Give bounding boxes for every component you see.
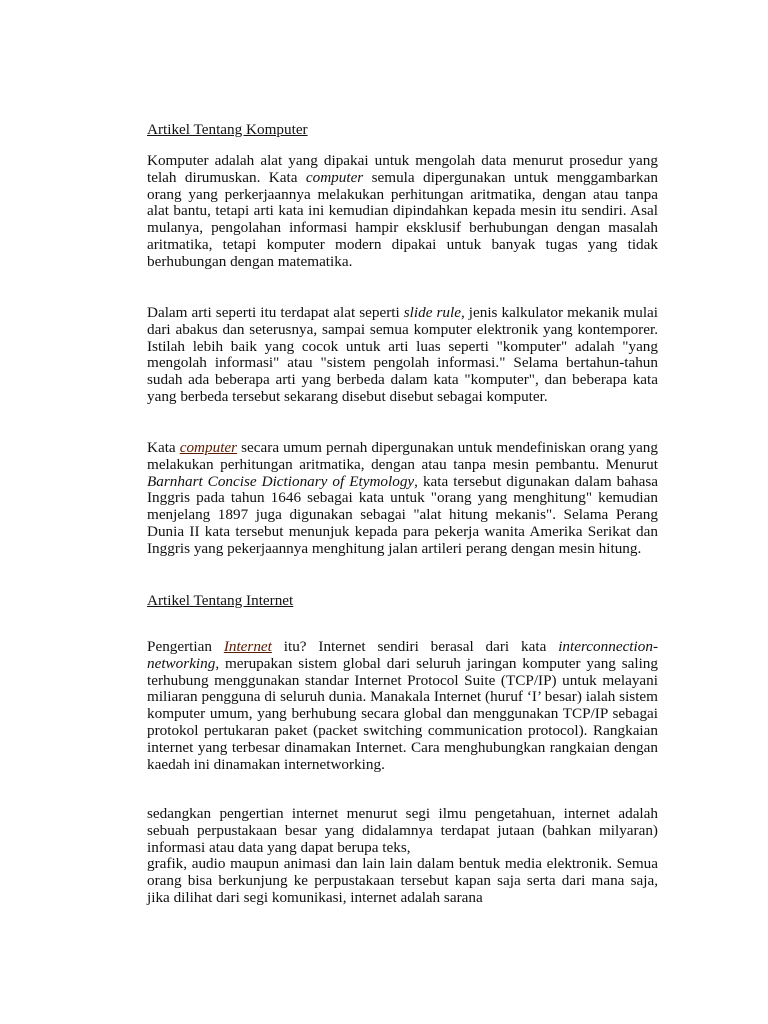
text-run: , merupakan sistem global dari seluruh jaringan komputer yang saling terhubung menggunakan standar Internet Protocol Suite (TCP/IP) untuk melayani miliaran pengguna di seluruh dunia. Manakala Internet (huruf ‘I’ besar) ialah sistem komputer umum, yang berhubung secara global dan menggunakan TCP/IP sebagai protokol pertukaran paket (packet switching communication protocol). Rangkaian internet yang terbesar dinamakan Internet. Cara menghubungkan rangkaian dengan kaedah ini dinamakan internetworking. [147, 654, 658, 773]
paragraph-slide-rule [147, 305, 658, 406]
paragraph-komputer-definition [147, 153, 658, 271]
text-run: , jenis kalkulator mekanik mulai dari abakus dan seterusnya, sampai semua komputer elektronik yang kontemporer. Istilah lebih baik yang cocok untuk arti luas seperti "komputer" adalah "yang mengolah informasi" atau "sistem pengolah informasi." Selama bertahun-tahun sudah ada beberapa arti yang berbeda dalam kata "komputer", dan beberapa kata yang berbeda tersebut sekarang disebut disebut sebagai komputer. [147, 304, 659, 405]
article-title-internet: Artikel Tentang Internet [147, 592, 294, 609]
link-computer[interactable]: computer [179, 439, 238, 456]
link-internet[interactable]: Internet [223, 638, 272, 655]
paragraph-internet-knowledge [147, 806, 658, 856]
text-run: itu? Internet sendiri berasal dari kata [271, 638, 559, 655]
text-run: grafik, audio maupun animasi dan lain lain dalam bentuk media elektronik. Semua orang bisa berkunjung ke perpustakaan tersebut kapan saja serta dari mana saja, jika dilihat dari segi komunikasi, internet adalah sarana [147, 855, 658, 906]
text-run: semula dipergunakan untuk menggambarkan orang yang perkerjaannya melakukan perhitungan aritmatika, dengan atau tanpa alat bantu, tetapi arti kata ini kemudian dipindahkan kepada mesin itu sendiri. Asal mulanya, pengolahan informasi hampir eksklusif berhubungan dengan masalah aritmatika, tetapi komputer modern dipakai untuk banyak tugas yang tidak berhubungan dengan matematika. [147, 168, 658, 270]
text-run: sedangkan pengertian internet menurut segi ilmu pengetahuan, internet adalah sebuah perpustakaan besar yang didalamnya terdapat jutaan (bahkan milyaran) informasi atau data yang dapat berupa teks, [147, 805, 658, 856]
italic-term-computer: computer [305, 168, 364, 186]
text-run: Pengertian [147, 638, 224, 655]
article-title-komputer: Artikel Tentang Komputer [147, 121, 308, 138]
text-run: Kata [147, 439, 180, 456]
paragraph-internet-definition [147, 639, 658, 773]
paragraph-computer-history [147, 440, 658, 558]
text-run: secara umum pernah dipergunakan untuk mendefiniskan orang yang melakukan perhitungan aritmatika, dengan atau tanpa mesin pembantu. Menurut [147, 439, 658, 473]
text-run: Dalam arti seperti itu terdapat alat seperti [147, 304, 404, 321]
italic-term-slide-rule: slide rule [403, 304, 461, 321]
text-run: , kata tersebut digunakan dalam bahasa Inggris pada tahun 1646 sebagai kata untuk "orang yang menghitung" kemudian menjelang 1897 juga digunakan sebagai "alat hitung mekanis". Selama Perang Dunia II kata tersebut menunjuk kepada para pekerja wanita Amerika Serikat dan Inggris yang pekerjaannya menghitung jalan artileri perang dengan mesin hitung. [147, 472, 658, 557]
italic-dictionary-title: Barnhart Concise Dictionary of Etymology [147, 472, 415, 490]
italic-term-interconnection-networking: interconnection-networking [147, 638, 658, 672]
text-run: Komputer adalah alat yang dipakai untuk mengolah data menurut prosedur yang telah dirumuskan. Kata [147, 152, 658, 186]
paragraph-internet-continued [147, 856, 658, 906]
